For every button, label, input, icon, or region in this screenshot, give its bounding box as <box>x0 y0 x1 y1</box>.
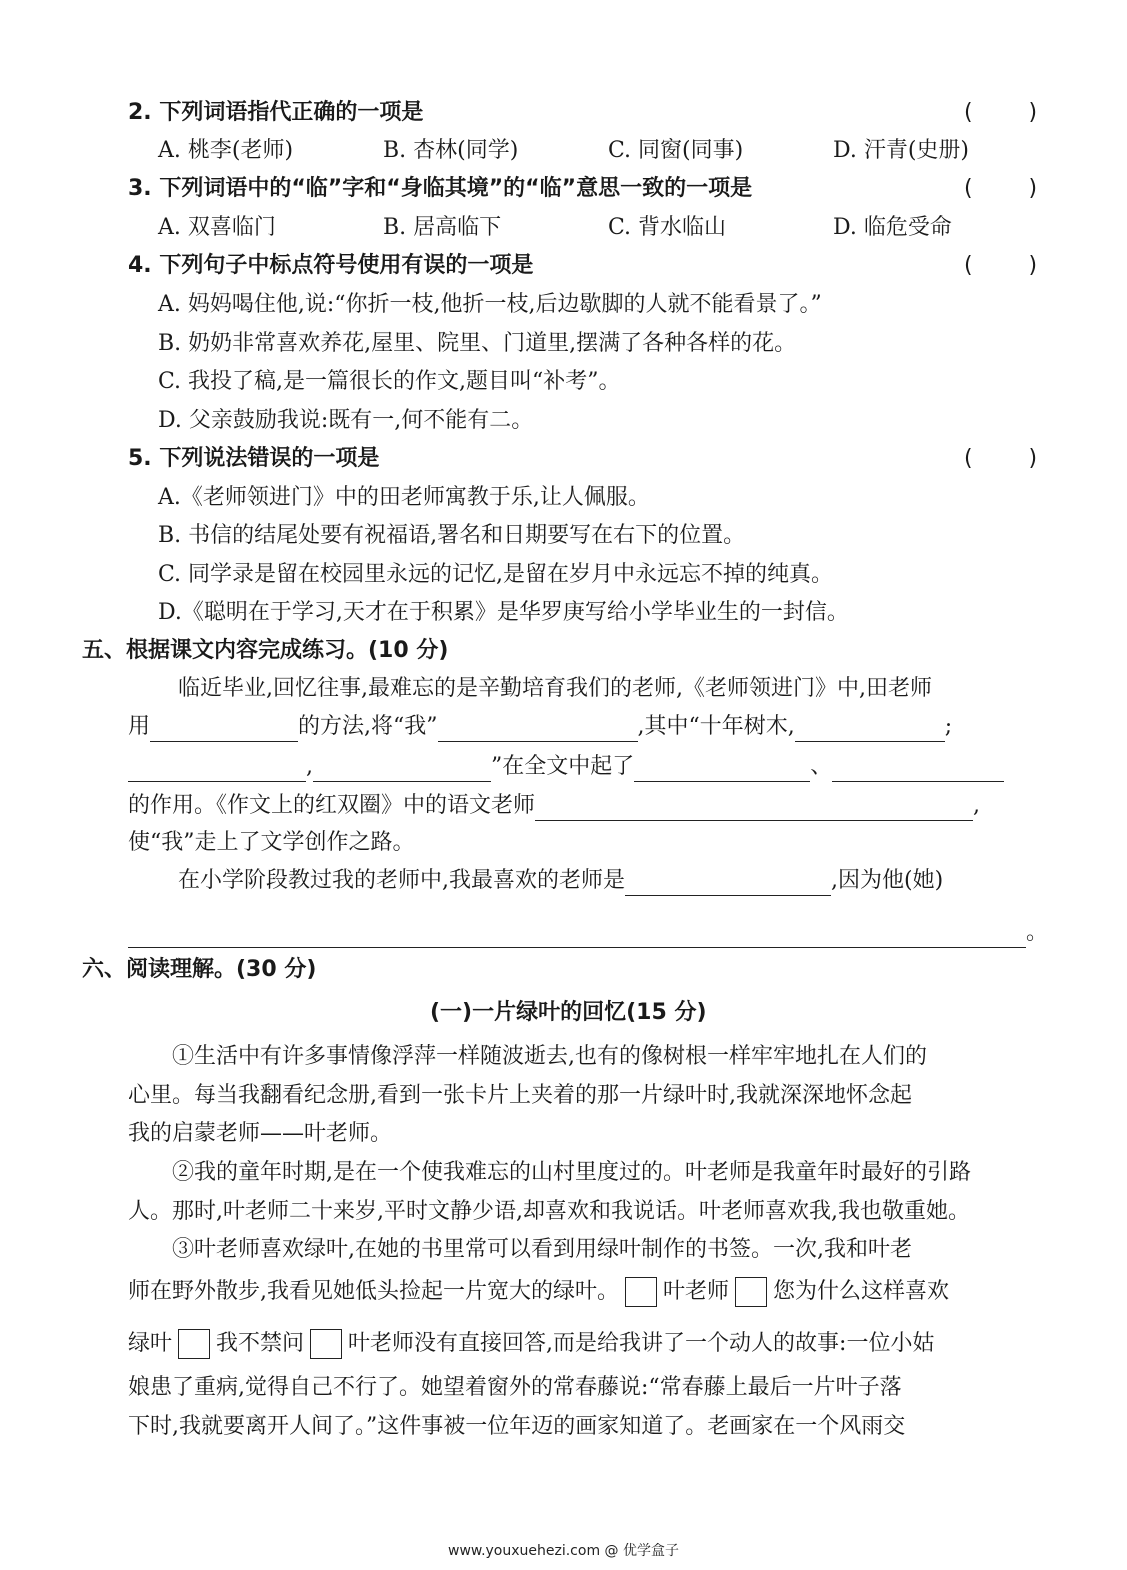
text-fragment: 。 <box>1026 920 1049 945</box>
passage-line: 我的启蒙老师——叶老师。 <box>128 1121 393 1146</box>
passage-line: ②我的童年时期,是在一个使我难忘的山村里度过的。叶老师是我童年时最好的引路 <box>172 1160 971 1185</box>
question-4-option-c: C. 我投了稿,是一篇很长的作文,题目叫“补考”。 <box>158 369 621 394</box>
passage-line: 下时,我就要离开人间了。”这件事被一位年迈的画家知道了。老画家在一个风雨交 <box>128 1414 906 1439</box>
text-fragment: ”在全文中起了 <box>491 754 635 779</box>
question-3-option-b: B. 居高临下 <box>383 215 502 240</box>
question-3-answer-bracket[interactable]: ( ) <box>964 176 1038 201</box>
question-5-stem <box>128 444 379 474</box>
fill-blank[interactable] <box>625 871 831 896</box>
text-fragment: 的方法,将“我” <box>298 714 438 739</box>
question-5-option-b: B. 书信的结尾处要有祝福语,署名和日期要写在右下的位置。 <box>158 523 746 548</box>
text-fragment: 师在野外散步,我看见她低头捡起一片宽大的绿叶。 <box>128 1279 619 1304</box>
passage-line: 人。那时,叶老师二十来岁,平时文静少语,却喜欢和我说话。叶老师喜欢我,我也敬重她。 <box>128 1199 970 1224</box>
section-5-fill-line-2 <box>128 712 952 742</box>
text-fragment: 我不禁问 <box>216 1331 305 1356</box>
question-2-option-a: A. 桃李(老师) <box>158 138 294 163</box>
question-2-answer-bracket[interactable]: ( ) <box>964 100 1038 125</box>
punctuation-box[interactable] <box>310 1329 342 1359</box>
question-4-text: 4. 下列句子中标点符号使用有误的一项是 <box>128 253 534 278</box>
question-3-option-d: D. 临危受命 <box>833 215 952 240</box>
fill-blank[interactable] <box>535 796 973 821</box>
question-2-option-b: B. 杏林(同学) <box>383 138 519 163</box>
section-5-fill-line-4 <box>128 791 980 821</box>
fill-blank[interactable] <box>795 717 945 742</box>
punctuation-box[interactable] <box>178 1329 210 1359</box>
section-5-fill-line-3 <box>128 752 1004 782</box>
text-fragment: 在小学阶段教过我的老师中,我最喜欢的老师是 <box>178 868 625 893</box>
text-fragment: ; <box>944 714 953 739</box>
text-fragment: , <box>973 793 981 818</box>
fill-blank[interactable] <box>128 757 306 782</box>
question-4-answer-bracket[interactable]: ( ) <box>964 253 1038 278</box>
section-5-paragraph-line: 临近毕业,回忆往事,最难忘的是辛勤培育我们的老师,《老师领进门》中,田老师 <box>178 676 932 701</box>
question-3-text: 3. 下列词语中的“临”字和“身临其境”的“临”意思一致的一项是 <box>128 176 753 201</box>
section-6-heading: 六、阅读理解。(30 分) <box>82 957 317 982</box>
question-5-option-a: A.《老师领进门》中的田老师寓教于乐,让人佩服。 <box>158 485 650 510</box>
fill-blank[interactable] <box>634 757 810 782</box>
section-5-answer-line <box>128 918 1048 948</box>
passage-line-with-boxes <box>128 1277 949 1307</box>
section-5-heading: 五、根据课文内容完成练习。(10 分) <box>82 638 449 663</box>
text-fragment: 您为什么这样喜欢 <box>773 1279 950 1304</box>
question-5-option-c: C. 同学录是留在校园里永远的记忆,是留在岁月中永远忘不掉的纯真。 <box>158 562 834 587</box>
question-3-option-a: A. 双喜临门 <box>158 215 276 240</box>
fill-blank[interactable] <box>313 757 491 782</box>
fill-blank[interactable] <box>438 717 638 742</box>
question-4-option-b: B. 奶奶非常喜欢养花,屋里、院里、门道里,摆满了各种各样的花。 <box>158 331 797 356</box>
question-4-option-d: D. 父亲鼓励我说:既有一,何不能有二。 <box>158 408 534 433</box>
fill-blank[interactable] <box>150 717 298 742</box>
passage-line: 心里。每当我翻看纪念册,看到一张卡片上夹着的那一片绿叶时,我就深深地怀念起 <box>128 1083 912 1108</box>
punctuation-box[interactable] <box>735 1277 767 1307</box>
question-4-option-a: A. 妈妈喝住他,说:“你折一枝,他折一枝,后边歇脚的人就不能看景了。” <box>158 292 822 317</box>
question-2-option-c: C. 同窗(同事) <box>608 138 744 163</box>
text-fragment: 叶老师没有直接回答,而是给我讲了一个动人的故事:一位小姑 <box>348 1331 935 1356</box>
question-5-option-d: D.《聪明在于学习,天才在于积累》是华罗庚写给小学毕业生的一封信。 <box>158 600 849 625</box>
text-fragment: 用 <box>128 714 151 739</box>
section-5-paragraph-2 <box>178 866 943 896</box>
text-fragment: ,其中“十年树木, <box>637 714 795 739</box>
passage-line: ①生活中有许多事情像浮萍一样随波逝去,也有的像树根一样牢牢地扎在人们的 <box>172 1044 927 1069</box>
passage-line-with-boxes <box>128 1329 934 1359</box>
question-5-text: 5. 下列说法错误的一项是 <box>128 446 380 471</box>
question-5-answer-bracket[interactable]: ( ) <box>964 446 1038 471</box>
fill-blank[interactable] <box>832 757 1004 782</box>
fill-blank[interactable] <box>128 923 1026 948</box>
question-2-option-d: D. 汗青(史册) <box>833 138 970 163</box>
question-2-stem <box>128 98 423 128</box>
text-fragment: ,因为他(她) <box>831 868 944 893</box>
question-3-stem <box>128 174 752 204</box>
question-4-stem <box>128 251 533 281</box>
reading-passage-title: (一)一片绿叶的回忆(15 分) <box>430 1000 707 1025</box>
text-fragment: 叶老师 <box>663 1279 730 1304</box>
question-3-option-c: C. 背水临山 <box>608 215 727 240</box>
text-fragment: 绿叶 <box>128 1331 173 1356</box>
footer-watermark: www.youxuehezi.com @ 优学盒子 <box>448 1543 679 1559</box>
question-2-text: 2. 下列词语指代正确的一项是 <box>128 100 424 125</box>
text-fragment: , <box>306 754 313 779</box>
text-fragment: 、 <box>810 754 833 779</box>
section-5-line-5: 使“我”走上了文学创作之路。 <box>128 830 415 855</box>
passage-line: ③叶老师喜欢绿叶,在她的书里常可以看到用绿叶制作的书签。一次,我和叶老 <box>172 1237 912 1262</box>
passage-line: 娘患了重病,觉得自己不行了。她望着窗外的常春藤说:“常春藤上最后一片叶子落 <box>128 1375 902 1400</box>
punctuation-box[interactable] <box>625 1277 657 1307</box>
text-fragment: 的作用。《作文上的红双圈》中的语文老师 <box>128 793 536 818</box>
